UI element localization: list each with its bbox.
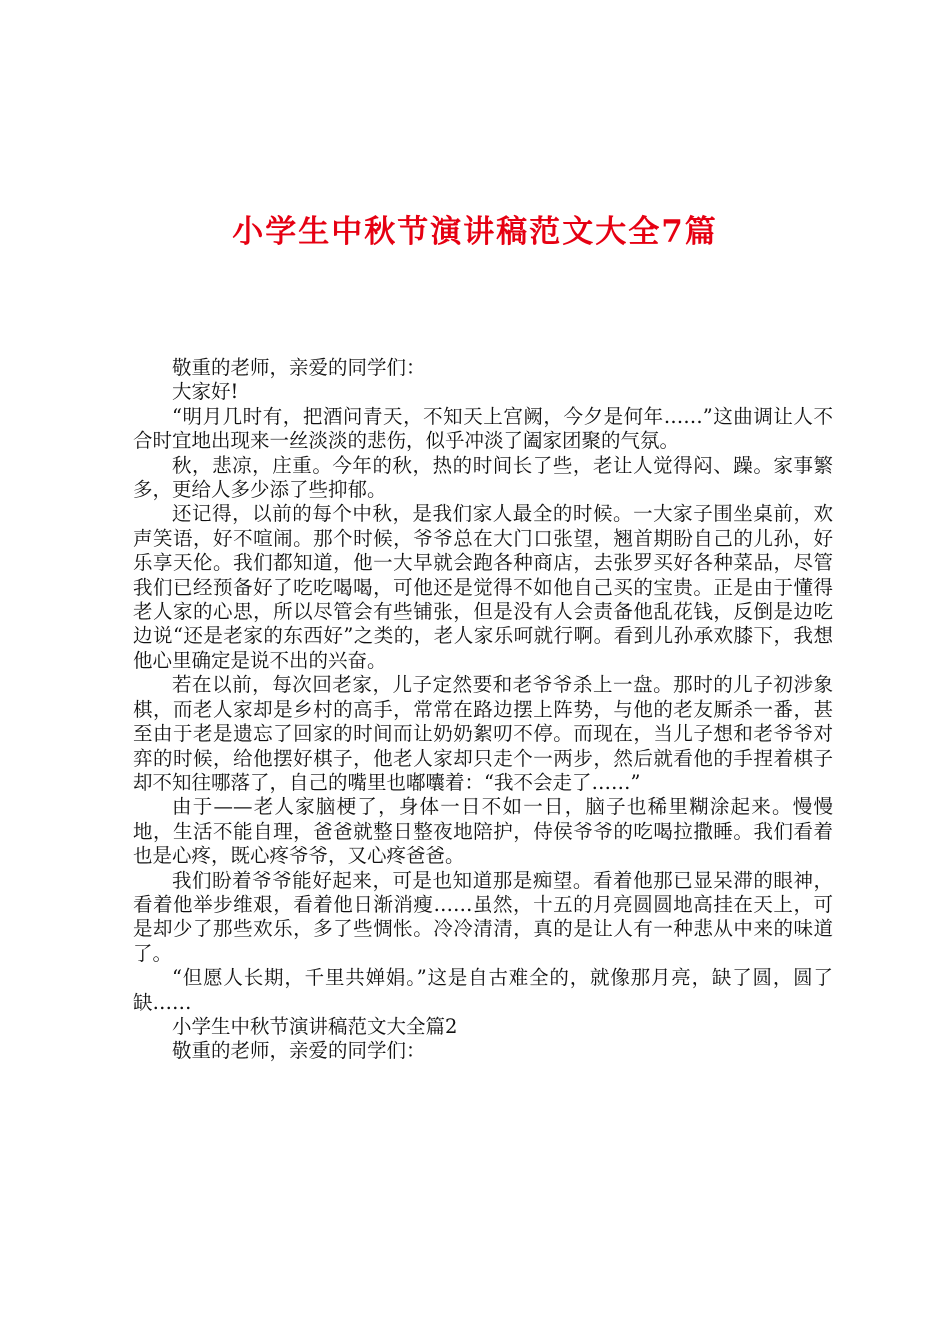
- document-title: 小学生中秋节演讲稿范文大全7篇: [232, 214, 718, 250]
- paragraph-poem-quote: “明月几时有，把酒问青天，不知天上宫阙，今夕是何年……”这曲调让人不合时宜地出现来一丝淡淡的悲伤，似乎冲淡了阖家团聚的气氛。: [133, 404, 833, 453]
- paragraph-hello: 大家好!: [172, 380, 239, 404]
- paragraph-greeting: 敬重的老师，亲爱的同学们：: [172, 356, 426, 379]
- paragraph-illness: 由于——老人家脑梗了，身体一日不如一日，脑子也稀里糊涂起来。慢慢地，生活不能自理，爸爸就整日整夜地陪护，侍侯爷爷的吃喝拉撒睡。我们看着也是心疼，既心疼爷爷，又心疼爸爸。: [133, 795, 833, 868]
- paragraph-chess: 若在以前，每次回老家，儿子定然要和老爷爷杀上一盘。那时的儿子初涉象棋，而老人家却是乡村的高手，常常在路边摆上阵势，与他的老友厮杀一番，甚至由于老是遗忘了回家的时间而让奶奶絮叨不停。而现在，当儿子想和老爷爷对弈的时候，给他摆好棋子，他老人家却只走个一两步，然后就看他的手捏着棋子却不知往哪落了，自己的嘴里也嘟囔着：“我不会走了……”: [133, 673, 833, 794]
- paragraph-memories: 还记得，以前的每个中秋，是我们家人最全的时候。一大家子围坐桌前，欢声笑语，好不喧闹。那个时候，爷爷总在大门口张望，翘首期盼自己的儿孙，好乐享天伦。我们都知道，他一大早就会跑各种商店，去张罗买好各种菜品，尽管我们已经预备好了吃吃喝喝，可他还是觉得不如他自己买的宝贵。正是由于懂得老人家的心思，所以尽管会有些铺张，但是没有人会责备他乱花钱，反倒是边吃边说“还是老家的东西好”之类的，老人家乐呵就行啊。看到儿孙承欢膝下，我想他心里确定是说不出的兴奋。: [133, 502, 833, 672]
- paragraph-closing-quote: “但愿人长期，千里共婵娟。”这是自古难全的，就像那月亮，缺了圆，圆了缺……: [133, 966, 833, 1014]
- paragraph-autumn: 秋，悲凉，庄重。今年的秋，热的时间长了些，老让人觉得闷、躁。家事繁多，更给人多少添了些抑郁。: [133, 453, 833, 502]
- paragraph-section-heading: 小学生中秋节演讲稿范文大全篇2: [172, 1014, 458, 1038]
- document-body: [133, 356, 833, 1064]
- paragraph-greeting-2: 敬重的老师，亲爱的同学们：: [172, 1039, 426, 1063]
- paragraph-hope: 我们盼着爷爷能好起来，可是也知道那是痴望。看着他那已显呆滞的眼神，看着他举步维艰，看着他日渐消瘦……虽然，十五的月亮圆圆地高挂在天上，可是却少了那些欢乐，多了些惆怅。冷冷清清，真的是让人有一种悲从中来的味道了。: [133, 868, 833, 965]
